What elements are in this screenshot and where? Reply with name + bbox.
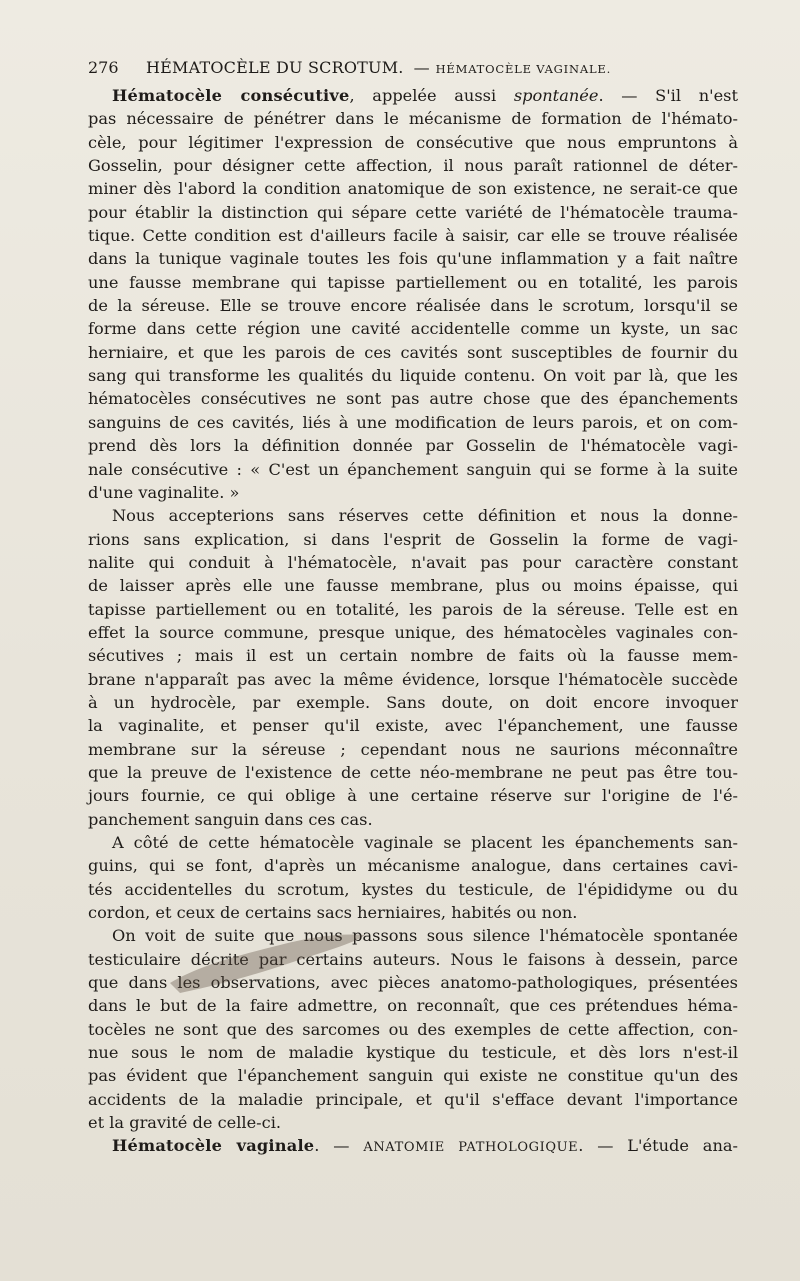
text-line: la vaginalite, et penser qu'il existe, avec l'épanchement, une fausse (88, 716, 738, 736)
paragraph-other-effusions (88, 831, 738, 924)
text-line: dans le but de la faire admettre, on reconnaît, que ces prétendues héma- (88, 996, 738, 1016)
text-line: panchement sanguin dans ces cas. (88, 809, 373, 829)
paragraph-testicular (88, 924, 738, 1134)
text-line: d'une vaginalite. » (88, 482, 240, 502)
text-line: pas évident que l'épanchement sanguin qui existe ne constitue qu'un des (88, 1066, 738, 1086)
heading-continuation: . — S'il n'est (598, 86, 738, 105)
paragraph-lines (88, 924, 738, 1134)
text-line: Gosselin, pour désigner cette affection, il nous paraît rationnel de déter- (88, 156, 738, 176)
running-header (88, 56, 738, 84)
text-line: tapisse partiellement ou en totalité, les parois de la séreuse. Telle est en (88, 599, 738, 619)
text-line: jours fournie, ce qui oblige à une certaine réserve sur l'origine de l'é- (88, 786, 738, 806)
text-line: de la séreuse. Elle se trouve encore réalisée dans le scrotum, lorsqu'il se (88, 296, 738, 316)
text-line: testiculaire décrite par certains auteurs. Nous le faisons à dessein, parce (88, 949, 738, 969)
paragraph-hematocele-vaginale (88, 1134, 738, 1159)
subheading-anatomy: ANATOMIE PATHOLOGIQUE (363, 1140, 579, 1156)
text-line: membrane sur la séreuse ; cependant nous ne saurions méconnaître (88, 739, 738, 759)
running-title: HÉMATOCÈLE DU SCROTUM. (146, 58, 404, 77)
text-line: sécutives ; mais il est un certain nombre de faits où la fausse mem- (88, 646, 738, 666)
text-line: à un hydrocèle, par exemple. Sans doute, on doit encore invoquer (88, 692, 738, 712)
text-line: que dans les observations, avec pièces anatomo-pathologiques, présentées (88, 973, 738, 993)
text-line: dans la tunique vaginale toutes les fois qu'une inflammation y a fait naître (88, 249, 738, 269)
text-line: rions sans explication, si dans l'esprit de Gosselin la forme de vagi- (88, 529, 738, 549)
italic-term: spontanée (513, 86, 599, 105)
text-line: tique. Cette condition est d'ailleurs facile à saisir, car elle se trouve réalisée (88, 226, 738, 246)
text-line: herniaire, et que les parois de ces cavités sont susceptibles de fournir du (88, 342, 738, 362)
section-heading-consecutive: Hématocèle consécutive (112, 86, 350, 105)
text-line: cordon, et ceux de certains sacs herniaires, habités ou non. (88, 903, 578, 923)
text-line: forme dans cette région une cavité accidentelle comme un kyste, un sac (88, 319, 738, 339)
text-line: prend dès lors la définition donnée par Gosselin de l'hématocèle vagi- (88, 436, 738, 456)
text-line: effet la source commune, presque unique, des hématocèles vaginales con- (88, 622, 738, 642)
heading-text: . — (314, 1136, 364, 1156)
heading-continuation: . — L'étude ana- (578, 1136, 739, 1156)
text-line: guins, qui se font, d'après un mécanisme analogue, dans certaines cavi- (88, 856, 738, 876)
paragraph-lines (88, 831, 738, 924)
running-subtitle: HÉMATOCÈLE VAGINALE. (435, 62, 612, 76)
text-line: accidents de la maladie principale, et qu'il s'efface devant l'importance (88, 1089, 738, 1109)
text-line: de laisser après elle une fausse membrane, plus ou moins épaisse, qui (88, 576, 738, 596)
text-line: sanguins de ces cavités, liés à une modification de leurs parois, et on com- (88, 412, 738, 432)
text-line: tocèles ne sont que des sarcomes ou des exemples de cette affection, con- (88, 1019, 738, 1039)
heading-text: , appelée aussi (349, 86, 514, 105)
paragraph-definition (88, 504, 738, 831)
page-number: 276 (88, 58, 119, 77)
paragraph-first-line (88, 84, 738, 107)
text-line: pas nécessaire de pénétrer dans le mécanisme de formation de l'hémato- (88, 109, 738, 129)
text-line: A côté de cette hématocèle vaginale se placent les épanchements san- (112, 833, 738, 852)
text-line: que la preuve de l'existence de cette néo-membrane ne peut pas être tou- (88, 762, 738, 782)
section-heading-vaginale: Hématocèle vaginale (112, 1136, 315, 1156)
text-line: sang qui transforme les qualités du liquide contenu. On voit par là, que les (88, 366, 738, 386)
text-line: une fausse membrane qui tapisse partiellement ou en totalité, les parois (88, 272, 738, 292)
text-line: hématocèles consécutives ne sont pas autre chose que des épanchements (88, 389, 738, 409)
text-line: nalite qui conduit à l'hématocèle, n'avait pas pour caractère constant (88, 552, 738, 572)
header-dash: — (413, 58, 430, 77)
text-line: pour établir la distinction qui sépare cette variété de l'hématocèle trauma- (88, 202, 738, 222)
text-line: nue sous le nom de maladie kystique du testicule, et dès lors n'est-il (88, 1043, 738, 1063)
paragraph-first-line (88, 1134, 738, 1159)
text-line: et la gravité de celle-ci. (88, 1113, 282, 1133)
text-line: miner dès l'abord la condition anatomique de son existence, ne serait-ce que (88, 179, 738, 199)
text-line: brane n'apparaît pas avec la même évidence, lorsque l'hématocèle succède (88, 669, 738, 689)
text-line: cèle, pour légitimer l'expression de consécutive que nous empruntons à (88, 132, 738, 152)
text-line: nale consécutive : « C'est un épanchement sanguin qui se forme à la suite (88, 459, 738, 479)
paragraph-lines (88, 504, 738, 831)
text-line: On voit de suite que nous passons sous silence l'hématocèle spontanée (112, 926, 738, 946)
text-line: tés accidentelles du scrotum, kystes du testicule, de l'épididyme ou du (88, 879, 738, 899)
paragraph-hematocele-consecutive (88, 84, 738, 504)
text-line: Nous accepterions sans réserves cette définition et nous la donne- (112, 506, 738, 526)
paragraph-lines (88, 107, 738, 504)
text-block (88, 56, 738, 1160)
